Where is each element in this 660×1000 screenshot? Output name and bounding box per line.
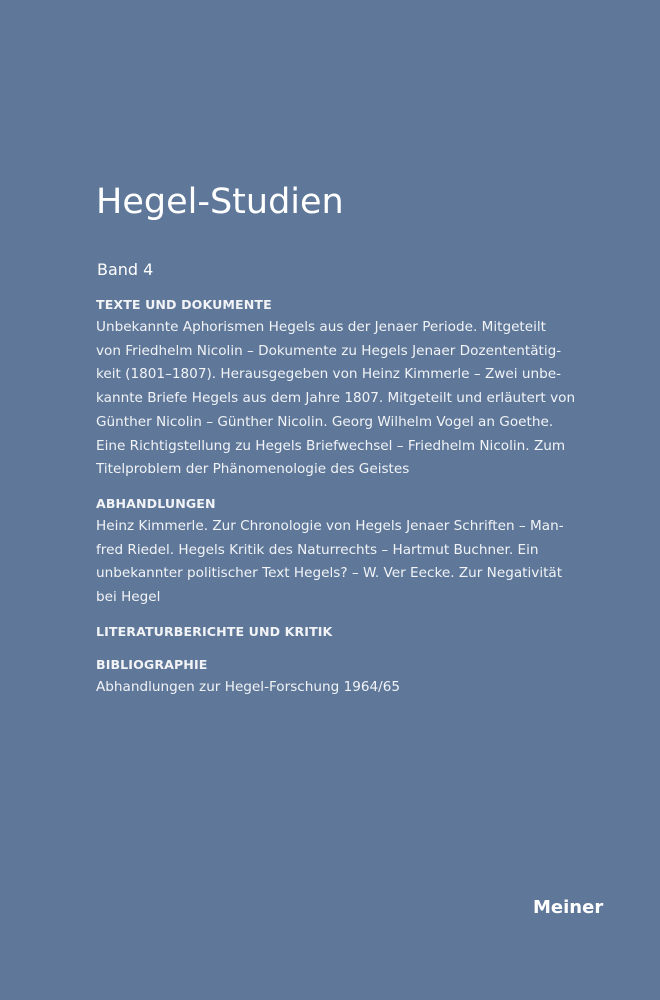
contents-line: bei Hegel [96, 589, 161, 606]
contents-line: von Friedhelm Nicolin – Dokumente zu Hegels Jenaer Dozententätig- [96, 342, 562, 359]
contents-line: keit (1801–1807). Herausgegeben von Heinz Kimmerle – Zwei unbe- [96, 366, 561, 383]
section-heading: LITERATURBERICHTE UND KRITIK [96, 623, 333, 639]
section-abhandlungen [96, 492, 566, 610]
contents-line: Unbekannte Aphorismen Hegels aus der Jenaer Periode. Mitgeteilt [96, 319, 547, 335]
section-texte-und-dokumente [96, 293, 576, 482]
table-of-contents [96, 293, 576, 709]
contents-line: kannte Briefe Hegels aus dem Jahre 1807. Mitgeteilt und erläutert von [96, 390, 576, 407]
section-heading: TEXTE UND DOKUMENTE [96, 297, 272, 312]
contents-line: fred Riedel. Hegels Kritik des Naturrechts – Hartmut Buchner. Ein [96, 541, 539, 558]
section-literaturberichte-und-kritik [96, 620, 566, 643]
volume-label: Band 4 [97, 260, 154, 279]
contents-line: Abhandlungen zur Hegel-Forschung 1964/65 [96, 678, 401, 695]
book-title: Hegel-Studien [96, 182, 344, 222]
section-heading: BIBLIOGRAPHIE [96, 656, 208, 672]
contents-line: Titelproblem der Phänomenologie des Geistes [96, 461, 410, 478]
publisher-logo: Meiner [533, 897, 604, 918]
contents-line: unbekannter politischer Text Hegels? – W. Ver Eecke. Zur Negativität [96, 565, 563, 582]
section-bibliographie [96, 653, 566, 700]
section-heading: ABHANDLUNGEN [96, 495, 216, 511]
contents-line: Günther Nicolin – Günther Nicolin. Georg Wilhelm Vogel an Goethe. [96, 413, 554, 430]
contents-line: Eine Richtigstellung zu Hegels Briefwechsel – Friedhelm Nicolin. Zum [96, 437, 566, 454]
contents-line: Heinz Kimmerle. Zur Chronologie von Hegels Jenaer Schriften – Man- [96, 517, 564, 534]
